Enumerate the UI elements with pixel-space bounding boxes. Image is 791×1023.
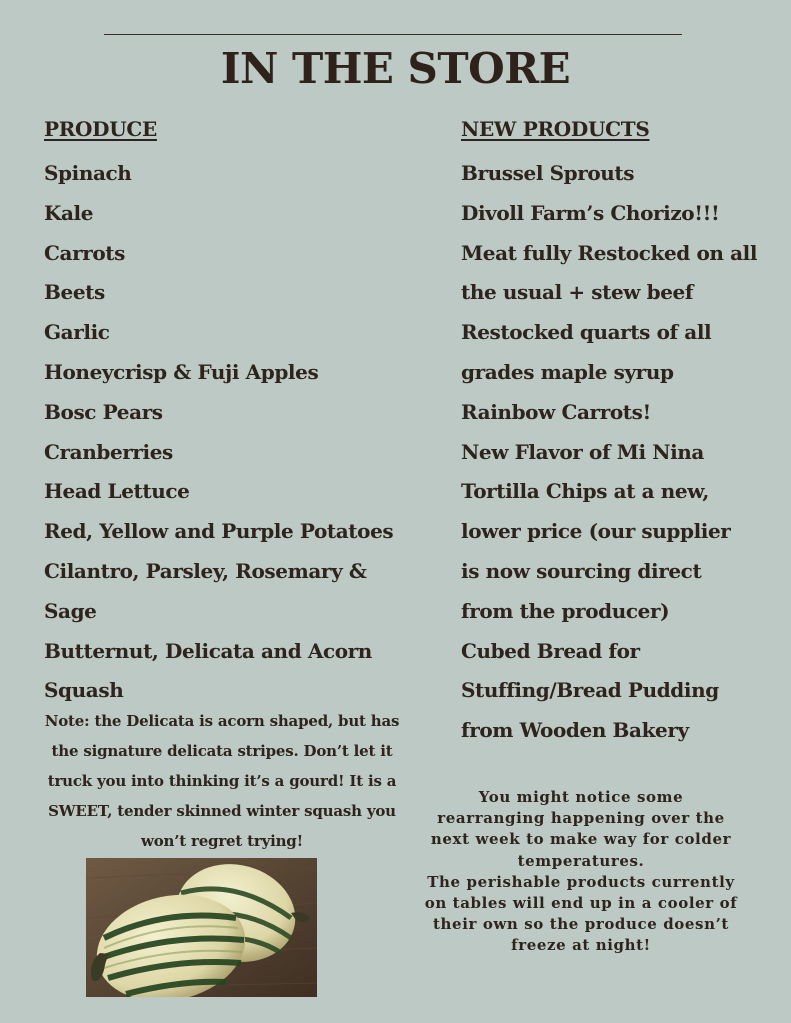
page-title: IN THE STORE <box>220 44 571 93</box>
list-item: Divoll Farm’s Chorizo!!! <box>461 200 720 225</box>
list-item: Kale <box>44 200 94 225</box>
list-item: Cilantro, Parsley, Rosemary & <box>44 558 367 583</box>
delicata-squash-image <box>86 858 317 997</box>
list-item: Sage <box>44 598 97 623</box>
new-products-column <box>461 114 781 751</box>
list-item: Red, Yellow and Purple Potatoes <box>44 519 394 544</box>
new-products-heading: NEW PRODUCTS <box>461 117 650 141</box>
list-item: Squash <box>44 678 124 703</box>
note-line: SWEET, tender skinned winter squash you <box>48 802 396 820</box>
list-item: Cranberries <box>44 439 173 464</box>
produce-heading: PRODUCE <box>44 117 157 141</box>
list-item: Garlic <box>44 320 110 345</box>
notice-line: rearranging happening over the <box>437 809 725 828</box>
list-item: Beets <box>44 280 105 305</box>
list-item: lower price (our supplier <box>461 519 731 544</box>
produce-column <box>44 114 439 711</box>
list-item: Spinach <box>44 161 132 185</box>
notice-line: temperatures. <box>517 851 645 870</box>
list-item: grades maple syrup <box>461 359 674 384</box>
list-item: Bosc Pears <box>44 399 163 424</box>
list-item: New Flavor of Mi Nina <box>461 439 704 464</box>
list-item: Stuffing/Bread Pudding <box>461 678 719 703</box>
note-line: Note: the Delicata is acorn shaped, but has <box>44 712 400 730</box>
list-item: Meat fully Restocked on all <box>461 240 758 265</box>
delicata-note <box>44 706 400 856</box>
new-products-list <box>461 154 781 751</box>
list-item: Honeycrisp & Fuji Apples <box>44 359 319 384</box>
notice-line: You might notice some <box>478 788 684 806</box>
produce-list <box>44 154 439 711</box>
list-item: Rainbow Carrots! <box>461 399 651 424</box>
top-divider <box>104 34 682 35</box>
list-item: Tortilla Chips at a new, <box>461 479 709 504</box>
notice-line: their own so the produce doesn’t <box>433 915 729 934</box>
list-item: Brussel Sprouts <box>461 161 635 185</box>
list-item: is now sourcing direct <box>461 558 702 583</box>
list-item: from the producer) <box>461 598 670 623</box>
list-item: Carrots <box>44 240 125 265</box>
notice-line: The perishable products currently <box>427 872 735 891</box>
list-item: from Wooden Bakery <box>461 718 689 743</box>
notice-line: next week to make way for colder <box>430 830 732 849</box>
note-line: the signature delicata stripes. Don’t let it <box>51 742 393 760</box>
notice-line: freeze at night! <box>511 936 651 955</box>
list-item: Butternut, Delicata and Acorn <box>44 638 372 663</box>
rearranging-notice <box>424 787 738 957</box>
list-item: Head Lettuce <box>44 479 190 504</box>
list-item: Cubed Bread for <box>461 638 640 663</box>
note-line: won’t regret trying! <box>141 832 303 850</box>
list-item: Restocked quarts of all <box>461 320 712 345</box>
notice-line: on tables will end up in a cooler of <box>424 894 738 913</box>
list-item: the usual + stew beef <box>461 280 694 305</box>
note-line: truck you into thinking it’s a gourd! It is a <box>47 772 397 790</box>
